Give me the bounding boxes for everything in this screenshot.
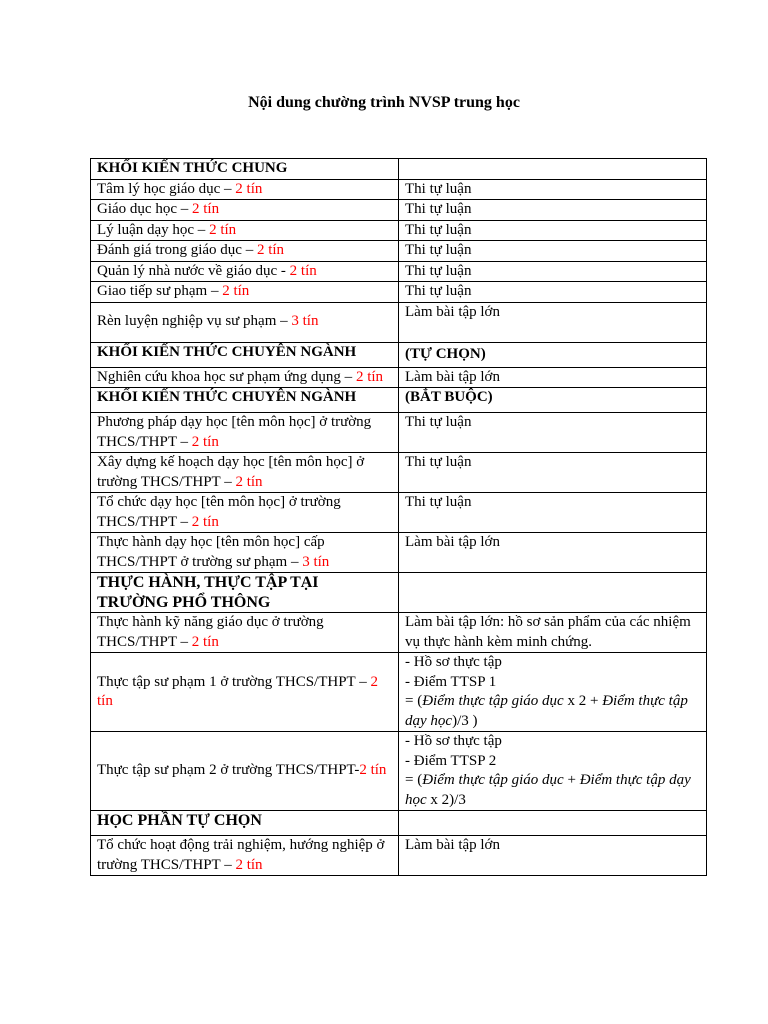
empty-cell (399, 573, 707, 613)
assessment-cell: Làm bài tập lớn (399, 533, 707, 573)
formula-op: + (563, 772, 580, 788)
course-cell (91, 200, 399, 221)
credit-label: 2 tín (289, 262, 317, 279)
credit-label: 2 tín (191, 633, 219, 650)
course-cell (91, 413, 399, 453)
credit-label: 2 tín (97, 673, 378, 709)
assessment-cell (399, 732, 707, 811)
table-row (91, 732, 707, 811)
credit-label: 2 tín (359, 762, 387, 779)
formula-open: = ( (405, 693, 423, 709)
course-name: Xây dựng kế hoạch dạy học [tên môn học] ở trường THCS/THPT – (97, 454, 365, 490)
course-cell (91, 241, 399, 262)
credit-label: 2 tín (191, 201, 220, 217)
assessment-cell: Thi tự luận (399, 413, 707, 453)
course-name: Tổ chức dạy học [tên môn học] ở trường THCS/THPT – (97, 494, 341, 530)
course-cell (91, 836, 399, 876)
table-row-section-general (91, 159, 707, 180)
course-name: Đánh giá trong giáo dục – (97, 242, 257, 258)
table-row (91, 493, 707, 533)
course-name: Giao tiếp sư phạm – (97, 283, 223, 299)
course-name: Tổ chức hoạt động trải nghiệm, hướng nghiệp ở trường THCS/THPT – (97, 837, 385, 873)
formula-close: x 2)/3 (426, 791, 466, 808)
assessment-cell: Thi tự luận (399, 220, 707, 241)
table-row (91, 453, 707, 493)
table-row (91, 302, 707, 342)
formula-op: x 2 + (563, 693, 603, 709)
credit-label: 3 tín (302, 553, 330, 570)
formula-term: Điểm thực tập dạy học (405, 772, 691, 808)
credit-label: 2 tín (191, 513, 219, 530)
credit-label: 2 tín (191, 433, 219, 450)
credit-label: 2 tín (355, 368, 384, 385)
table-row-section-major-elective (91, 342, 707, 367)
table-row (91, 282, 707, 303)
course-cell (91, 179, 399, 200)
course-cell (91, 261, 399, 282)
assessment-line: - Điểm TTSP 2 (405, 752, 497, 769)
assessment-cell: Làm bài tập lớn (399, 836, 707, 876)
assessment-line: - Điểm TTSP 1 (405, 673, 497, 690)
formula-term: Điểm thực tập giáo dục (422, 772, 564, 788)
course-cell (91, 367, 399, 388)
course-name: Giáo dục học – (97, 201, 192, 217)
table-row-section-practice (91, 573, 707, 613)
table-row (91, 613, 707, 653)
assessment-cell: Thi tự luận (399, 453, 707, 493)
table-row (91, 367, 707, 388)
table-row (91, 200, 707, 221)
course-name: Tâm lý học giáo dục – (97, 180, 236, 197)
table-row (91, 220, 707, 241)
table-row-section-elective (91, 811, 707, 836)
table-row (91, 413, 707, 453)
course-name: Thực hành dạy học [tên môn học] cấp THCS/THPT ở trường sư phạm – (97, 534, 325, 570)
course-name: Quản lý nhà nước về giáo dục - (97, 262, 290, 279)
assessment-cell: Thi tự luận (399, 493, 707, 533)
credit-label: 3 tín (291, 313, 319, 330)
section-heading: KHỐI KIẾN THỨC CHUNG (91, 159, 399, 180)
course-cell (91, 493, 399, 533)
course-cell (91, 282, 399, 303)
course-name: Thực tập sư phạm 2 ở trường THCS/THPT- (97, 762, 360, 779)
course-name: Thực hành kỹ năng giáo dục ở trường THCS/THPT – (97, 614, 324, 650)
section-heading: KHỐI KIẾN THỨC CHUYÊN NGÀNH (91, 388, 399, 413)
table-row (91, 241, 707, 262)
course-cell (91, 653, 399, 732)
course-name: Thực tập sư phạm 1 ở trường THCS/THPT – (97, 673, 371, 690)
course-name: Rèn luyện nghiệp vụ sư phạm – (97, 313, 292, 330)
assessment-cell: Thi tự luận (399, 179, 707, 200)
course-name: Lý luận dạy học – (97, 221, 210, 238)
empty-cell (399, 811, 707, 836)
curriculum-table (90, 158, 707, 876)
course-cell (91, 732, 399, 811)
course-name: Phương pháp dạy học [tên môn học] ở trường THCS/THPT – (97, 414, 372, 450)
assessment-cell: Làm bài tập lớn (399, 367, 707, 388)
table-row (91, 653, 707, 732)
section-heading: THỰC HÀNH, THỰC TẬP TẠI TRƯỜNG PHỔ THÔNG (91, 573, 399, 613)
credit-label: 2 tín (209, 221, 237, 238)
course-cell (91, 453, 399, 493)
formula-term: Điểm thực tập giáo dục (422, 693, 564, 709)
document-title: Nội dung chường trình NVSP trung học (248, 94, 520, 111)
assessment-line: - Hồ sơ thực tập (405, 733, 502, 749)
credit-label: 2 tín (235, 473, 263, 490)
assessment-cell: Thi tự luận (399, 282, 707, 303)
assessment-cell: Thi tự luận (399, 200, 707, 221)
assessment-cell: Thi tự luận (399, 241, 707, 262)
formula-close: )/3 ) (452, 712, 478, 729)
formula-open: = ( (405, 772, 423, 788)
course-cell (91, 220, 399, 241)
table-row (91, 261, 707, 282)
section-heading: HỌC PHẦN TỰ CHỌN (91, 811, 399, 836)
assessment-line: - Hồ sơ thực tập (405, 654, 502, 670)
course-cell (91, 533, 399, 573)
credit-label: 2 tín (256, 242, 285, 258)
empty-cell (399, 159, 707, 180)
table-row-section-major-required (91, 388, 707, 413)
table-row (91, 836, 707, 876)
course-name: Nghiên cứu khoa học sư phạm ứng dụng – (97, 368, 356, 385)
formula-term: Điểm thực tập dạy học (405, 693, 688, 729)
section-note: (BẮT BUỘC) (399, 388, 707, 413)
section-note: (TỰ CHỌN) (399, 342, 707, 367)
course-cell (91, 302, 399, 342)
credit-label: 2 tín (235, 180, 263, 197)
assessment-cell (399, 653, 707, 732)
assessment-cell: Làm bài tập lớn: hồ sơ sản phẩm của các nhiệm vụ thực hành kèm minh chứng. (399, 613, 707, 653)
credit-label: 2 tín (235, 856, 263, 873)
table-row (91, 533, 707, 573)
credit-label: 2 tín (222, 283, 250, 299)
assessment-cell: Làm bài tập lớn (399, 302, 707, 342)
table-row (91, 179, 707, 200)
course-cell (91, 613, 399, 653)
assessment-cell: Thi tự luận (399, 261, 707, 282)
section-heading: KHỐI KIẾN THỨC CHUYÊN NGÀNH (91, 342, 399, 367)
